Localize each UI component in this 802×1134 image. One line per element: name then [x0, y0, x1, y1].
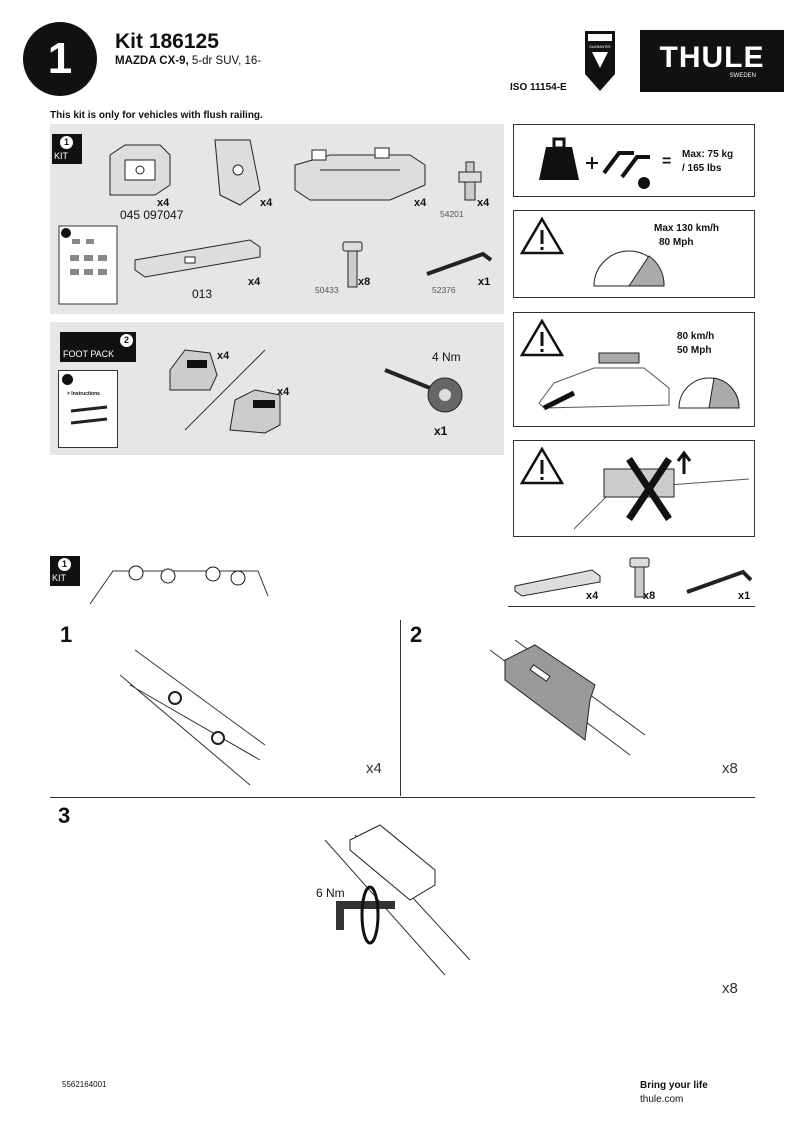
- step-2-qty: x8: [722, 760, 738, 777]
- foot-illustration-2: [225, 385, 285, 435]
- step-3-qty: x8: [722, 980, 738, 997]
- kit-tag-label: KIT: [54, 151, 69, 161]
- brand-name: THULE: [659, 41, 765, 74]
- speed-warning-box: [513, 210, 755, 298]
- kit-part-1-qty: x4: [157, 197, 170, 209]
- vehicle-detail: 5-dr SUV, 16-: [188, 55, 262, 67]
- car-roof-overview: [88, 556, 273, 606]
- kit-row-qty-1: x4: [586, 590, 599, 602]
- flush-railing-notice: This kit is only for vehicles with flush railing.: [50, 110, 263, 121]
- rail-clamp-illustration: [100, 135, 180, 205]
- step-1-qty: x4: [366, 760, 382, 777]
- thule-logo: [640, 30, 784, 92]
- kit-part-2-qty: x4: [260, 197, 273, 209]
- speed-2-mph: 50 Mph: [677, 345, 712, 356]
- speed-max-kmh: Max 130 km/h: [654, 223, 720, 234]
- kit-tag-number: 1: [60, 136, 73, 149]
- no-lifting-warning-box: [513, 440, 755, 537]
- step-3-torque: 6 Nm: [316, 886, 345, 900]
- step-number-badge: 1: [23, 22, 97, 96]
- kit-tag: [52, 134, 82, 164]
- brand-sub: SWEDEN: [729, 73, 756, 79]
- foot-adapter-illustration: [290, 145, 430, 210]
- website: thule.com: [640, 1094, 684, 1105]
- roof-bars-icon: [69, 401, 109, 431]
- guarantee-shield-icon: [584, 30, 616, 92]
- clamp-bracket-illustration: [210, 135, 265, 210]
- kit-part-6-code: 50433: [315, 285, 339, 295]
- instruction-booklet-icon: [58, 225, 118, 305]
- kit-part-7-qty: x1: [478, 276, 491, 288]
- foot-pack-tag: [60, 332, 136, 362]
- step-3-number: 3: [58, 803, 71, 828]
- hex-key-illustration: [425, 248, 495, 278]
- step-2-plate-illustration: [480, 630, 650, 760]
- foot-qty-2: x4: [277, 386, 290, 398]
- kit-row-tag: [50, 556, 80, 586]
- speed-max-mph: 80 Mph: [659, 237, 694, 248]
- car-with-rack-icon: [534, 343, 674, 418]
- foot-qty-1: x4: [217, 350, 230, 362]
- step-1-number: 1: [60, 622, 73, 647]
- load-max-lbs: / 165 lbs: [682, 163, 722, 174]
- load-warning-box: [513, 124, 755, 197]
- warning-triangle-icon: [520, 216, 565, 256]
- foot-pack-tag-label: FOOT PACK: [63, 349, 115, 359]
- foot-pack-booklet: [58, 370, 118, 448]
- equals-sign: =: [662, 153, 672, 170]
- step-3-torque-illustration: [310, 820, 470, 980]
- kit-part-1-code: 045 097047: [120, 208, 184, 222]
- speedometer-icon: [589, 231, 669, 291]
- kit-part-3-qty: x4: [414, 197, 427, 209]
- up-arrow-icon: [678, 453, 690, 474]
- kit-row-underline: [508, 606, 755, 607]
- torque-tool-icon: [380, 360, 470, 420]
- step-2-number: 2: [410, 622, 423, 647]
- booklet-badge: [62, 374, 73, 385]
- document-code: 5562164001: [62, 1080, 107, 1089]
- foot-torque: 4 Nm: [432, 350, 461, 364]
- step-divider-vertical: [400, 620, 401, 796]
- load-max-kg: Max: 75 kg: [682, 149, 734, 160]
- weight-plus-bars-icon: [534, 135, 654, 190]
- foot-pack-tag-number: 2: [120, 334, 133, 347]
- kit-row-qty-2: x8: [643, 590, 656, 602]
- kit-row-tag-label: KIT: [52, 573, 67, 583]
- mounting-plate-illustration: [130, 235, 265, 290]
- warning-triangle-icon-3: [520, 446, 565, 486]
- kit-part-5-code: 013: [192, 287, 213, 301]
- vehicle-model: MAZDA CX-9,: [115, 55, 189, 67]
- kit-row-qty-3: x1: [738, 590, 751, 602]
- iso-standard: ISO 11154-E: [510, 82, 567, 93]
- guarantee-label: GUARANTEE: [589, 45, 611, 49]
- speed-2-kmh: 80 km/h: [677, 331, 715, 342]
- kit-part-7-code: 52376: [432, 285, 456, 295]
- step-1-rail-illustration: [110, 630, 280, 790]
- kit-part-5-qty: x4: [248, 276, 261, 288]
- booklet-instructions: > Instructions: [67, 391, 100, 397]
- speed-warning-box-2: [513, 312, 755, 427]
- kit-title: Kit 186125: [115, 30, 219, 53]
- kit-part-4-qty: x4: [477, 197, 490, 209]
- step-divider-horizontal: [50, 797, 755, 798]
- vehicle-info: [115, 55, 261, 67]
- kit-part-6-qty: x8: [358, 276, 371, 288]
- tool-qty: x1: [434, 424, 448, 438]
- kit-part-4-code: 54201: [440, 209, 464, 219]
- kit-row-tag-number: 1: [58, 558, 71, 571]
- slogan: Bring your life: [640, 1080, 708, 1091]
- speedometer-icon-2: [674, 363, 744, 413]
